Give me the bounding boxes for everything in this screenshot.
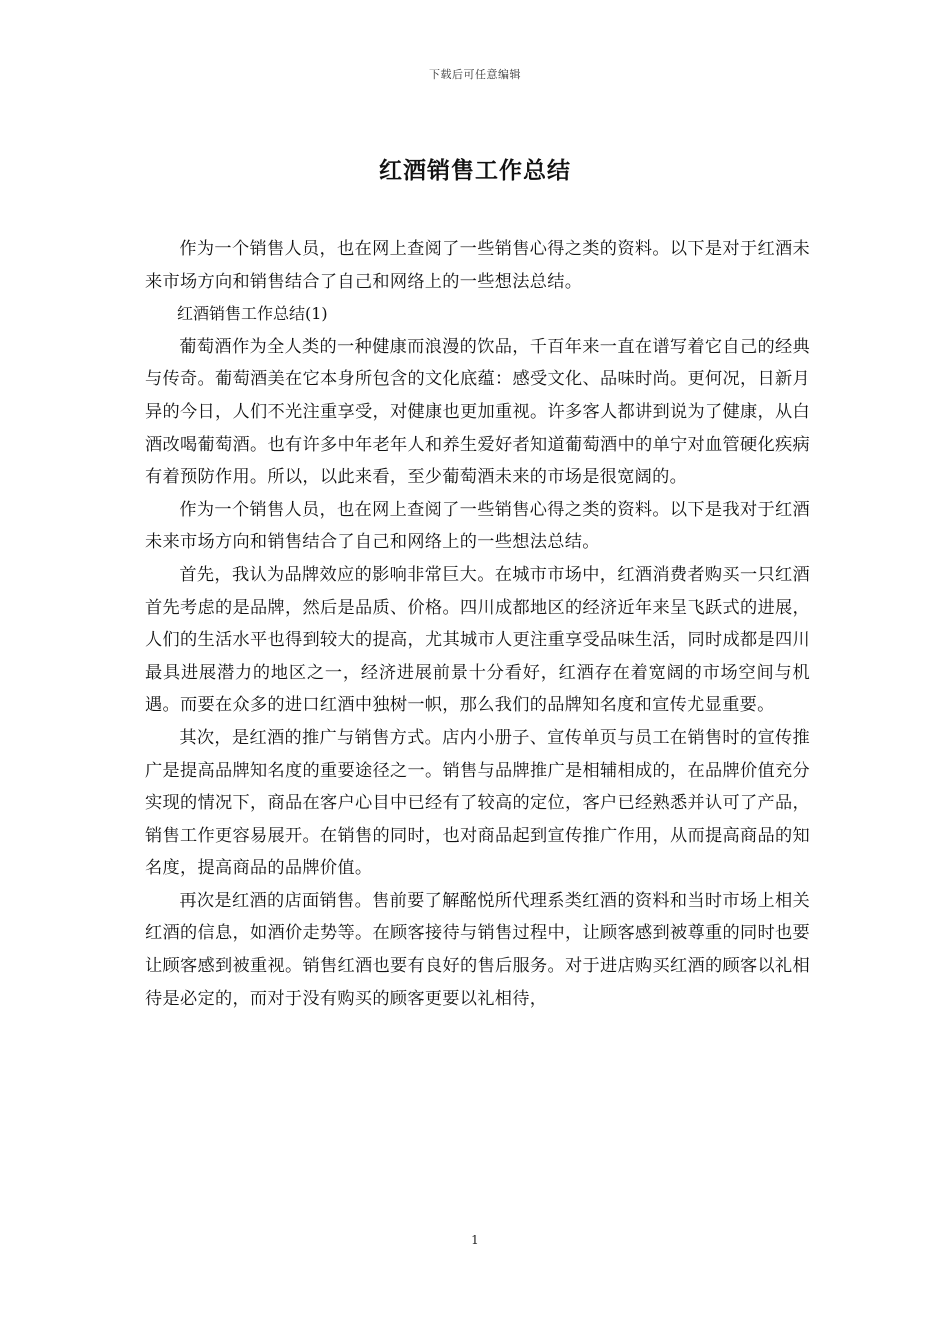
header-note: 下载后可任意编辑 — [429, 68, 521, 81]
paragraph-wine-culture: 葡萄酒作为全人类的一种健康而浪漫的饮品，千百年来一直在谱写着它自己的经典与传奇。葡萄酒美在它本身所包含的文化底蕴：感受文化、品味时尚。更何况，日新月异的今日，人们不光注重享受，对健康也更加重视。许多客人都讲到说为了健康，从白酒改喝葡萄酒。也有许多中年老年人和养生爱好者知道葡萄酒中的单宁对血管硬化疾病有着预防作用。所以，以此来看，至少葡萄酒未来的市场是很宽阔的。 — [145, 336, 810, 488]
paragraph-store-sales: 再次是红酒的店面销售。售前要了解酩悦所代理系类红酒的资料和当时市场上相关红酒的信息，如酒价走势等。在顾客接待与销售过程中，让顾客感到被尊重的同时也要让顾客感到被重视。销售红酒也要有良好的售后服务。对于进店购买红酒的顾客以礼相待是必定的，而对于没有购买的顾客更要以礼相待， — [145, 890, 810, 1009]
paragraph-intro: 作为一个销售人员，也在网上查阅了一些销售心得之类的资料。以下是对于红酒未来市场方向和销售结合了自己和网络上的一些想法总结。 — [145, 239, 810, 292]
paragraph-brand-effect: 首先，我认为品牌效应的影响非常巨大。在城市市场中，红酒消费者购买一只红酒首先考虑的是品牌，然后是品质、价格。四川成都地区的经济近年来呈飞跃式的进展，人们的生活水平也得到较大的提高，尤其城市人更注重享受品味生活，同时成都是四川最具进展潜力的地区之一，经济进展前景十分看好，红酒存在着宽阔的市场空间与机遇。而要在众多的进口红酒中独树一帜，那么我们的品牌知名度和宣传尤显重要。 — [145, 564, 810, 716]
document-body — [145, 233, 810, 1015]
page-number: 1 — [471, 1233, 479, 1247]
document-title: 红酒销售工作总结 — [379, 157, 571, 184]
paragraph-promotion: 其次，是红酒的推广与销售方式。店内小册子、宣传单页与员工在销售时的宣传推广是提高品牌知名度的重要途径之一。销售与品牌推广是相辅相成的，在品牌价值充分实现的情况下，商品在客户心目中已经有了较高的定位，客户已经熟悉并认可了产品，销售工作更容易展开。在销售的同时，也对商品起到宣传推广作用，从而提高商品的知名度，提高商品的品牌价值。 — [145, 727, 810, 879]
section-heading: 红酒销售工作总结(1) — [177, 304, 328, 324]
paragraph-summary-intro: 作为一个销售人员，也在网上查阅了一些销售心得之类的资料。以下是我对于红酒未来市场方向和销售结合了自己和网络上的一些想法总结。 — [145, 499, 810, 553]
